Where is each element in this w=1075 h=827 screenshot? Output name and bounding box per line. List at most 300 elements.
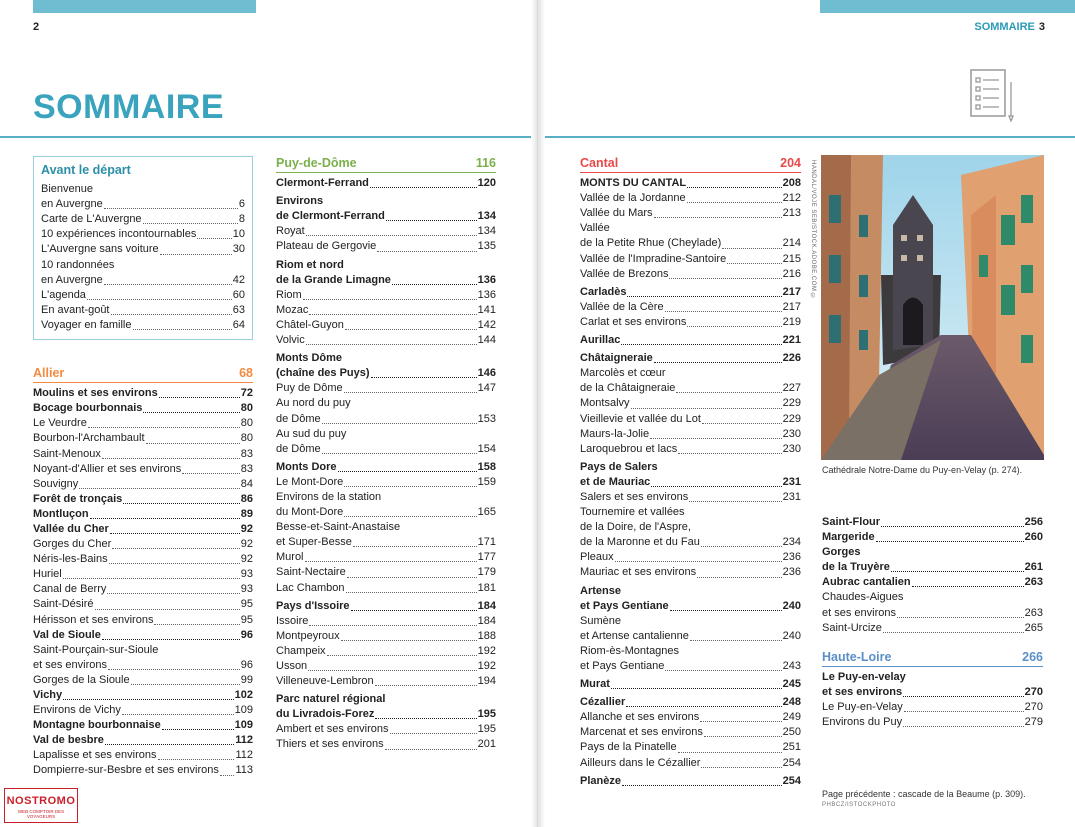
- toc-entry-page: 6: [238, 198, 245, 211]
- toc-entry: Riom-ès-Montagnes: [580, 644, 680, 657]
- toc-entry[interactable]: [41, 303, 245, 318]
- toc-leader-dots: [678, 752, 782, 753]
- toc-entry-page: 181: [477, 581, 496, 594]
- toc-entry-page: 234: [782, 536, 801, 549]
- toc-entry-label: Vallée du Cher: [33, 522, 109, 535]
- toc-entry[interactable]: [580, 535, 801, 550]
- toc-entry-label: Souvigny: [33, 477, 79, 490]
- toc-entry-page: 86: [240, 492, 253, 505]
- toc-entry[interactable]: [33, 401, 253, 416]
- toc-entry[interactable]: [41, 227, 245, 242]
- toc-entry-label: de Dôme: [276, 412, 321, 425]
- toc-entry[interactable]: [822, 700, 1043, 715]
- toc-entry-label: et Artense cantalienne: [580, 629, 689, 642]
- toc-leader-dots: [375, 718, 476, 719]
- toc-entry-label: Huriel: [33, 568, 62, 581]
- toc-entry[interactable]: [580, 774, 801, 789]
- toc-column-4: [822, 515, 1043, 730]
- toc-entry-page: 84: [240, 477, 253, 490]
- toc-entry-label: Carlat et ses environs: [580, 315, 687, 328]
- toc-entry-label: Villeneuve-Lembron: [276, 675, 374, 688]
- toc-entry-page: 134: [477, 225, 496, 238]
- toc-entry-page: 201: [477, 738, 496, 751]
- toc-entry-page: 194: [477, 675, 496, 688]
- toc-entry[interactable]: [580, 191, 801, 206]
- toc-entry[interactable]: [276, 273, 496, 288]
- section-cantal-page: 204: [780, 156, 801, 170]
- puy-de-dome-list: [276, 176, 496, 752]
- toc-entry-label: Bourbon-l'Archambault: [33, 432, 145, 445]
- toc-entry-page: 171: [477, 536, 496, 549]
- toc-leader-dots: [377, 251, 476, 252]
- toc-leader-dots: [687, 326, 781, 327]
- toc-entry-page: 184: [477, 599, 496, 612]
- toc-entry[interactable]: [276, 176, 496, 191]
- toc-entry[interactable]: [580, 490, 801, 505]
- toc-leader-dots: [689, 501, 781, 502]
- toc-entry: Riom et nord: [276, 258, 344, 271]
- toc-leader-dots: [722, 248, 781, 249]
- toc-entry[interactable]: [33, 431, 253, 446]
- toc-entry[interactable]: [276, 239, 496, 254]
- toc-entry[interactable]: [580, 599, 801, 614]
- toc-entry[interactable]: [41, 273, 245, 288]
- toc-entry[interactable]: [276, 629, 496, 644]
- toc-entry[interactable]: [580, 206, 801, 221]
- toc-leader-dots: [197, 238, 231, 239]
- toc-entry: Chaudes-Aigues: [822, 591, 904, 604]
- toc-entry-page: 92: [240, 522, 253, 535]
- toc-entry[interactable]: [580, 659, 801, 674]
- toc-entry-page: 245: [782, 678, 801, 691]
- toc-entry-page: 270: [1024, 701, 1043, 714]
- section-haute-loire[interactable]: [822, 650, 1043, 667]
- toc-entry-label: Bocage bourbonnais: [33, 402, 143, 415]
- toc-entry-page: 93: [240, 568, 253, 581]
- toc-entry[interactable]: [33, 386, 253, 401]
- toc-entry-label: Montagne bourbonnaise: [33, 719, 161, 732]
- toc-entry-page: 236: [782, 566, 801, 579]
- toc-leader-dots: [143, 412, 239, 413]
- section-allier-title: Allier: [33, 366, 65, 381]
- toc-entry-label: Saint-Menoux: [33, 447, 101, 460]
- toc-leader-dots: [146, 443, 240, 444]
- toc-entry[interactable]: [580, 740, 801, 755]
- toc-leader-dots: [386, 220, 477, 221]
- toc-entry[interactable]: [41, 197, 245, 212]
- toc-entry-label: Saint-Flour: [822, 516, 881, 528]
- toc-entry[interactable]: [276, 288, 496, 303]
- running-header: [974, 21, 1045, 33]
- toc-entry-label: Puy de Dôme: [276, 382, 343, 395]
- toc-entry[interactable]: [276, 550, 496, 565]
- toc-entry: Environs: [276, 195, 324, 208]
- toc-entry-page: 135: [477, 240, 496, 253]
- toc-leader-dots: [182, 473, 240, 474]
- toc-entry[interactable]: [33, 763, 253, 778]
- toc-entry[interactable]: [276, 475, 496, 490]
- cantal-continued-list: [822, 515, 1043, 636]
- toc-entry[interactable]: [580, 412, 801, 427]
- toc-entry-page: 192: [477, 644, 496, 657]
- toc-entry-label: de la Petite Rhue (Cheylade): [580, 237, 722, 250]
- toc-entry[interactable]: [580, 725, 801, 740]
- toc-entry-label: Cézallier: [580, 696, 626, 709]
- toc-entry[interactable]: [580, 677, 801, 692]
- toc-entry-page: 72: [240, 387, 253, 400]
- toc-entry-label: Plateau de Gergovie: [276, 240, 377, 253]
- toc-leader-dots: [727, 263, 781, 264]
- toc-entry-page: 120: [477, 177, 496, 190]
- toc-leader-dots: [162, 729, 234, 730]
- toc-entry-page: 192: [477, 660, 496, 672]
- toc-entry[interactable]: [33, 673, 253, 688]
- toc-entry-label: Dompierre-sur-Besbre et ses environs: [33, 764, 219, 777]
- toc-entry[interactable]: [276, 707, 496, 722]
- toc-leader-dots: [111, 314, 232, 315]
- toc-entry-label: Pleaux: [580, 551, 614, 564]
- toc-entry-label: Moulins et ses environs: [33, 387, 158, 400]
- toc-entry[interactable]: [822, 560, 1043, 575]
- toc-leader-dots: [306, 235, 477, 236]
- toc-entry[interactable]: [276, 565, 496, 580]
- toc-entry-page: 263: [1024, 606, 1043, 619]
- toc-entry[interactable]: [33, 477, 253, 492]
- top-tab-bar-right: [820, 0, 1075, 13]
- toc-entry-label: Volvic: [276, 334, 305, 347]
- previous-page-note: Page précédente : cascade de la Beaume (p. 309).: [822, 789, 1026, 799]
- toc-entry[interactable]: [33, 447, 253, 462]
- toc-entry-label: du Mont-Dore: [276, 506, 344, 519]
- toc-entry[interactable]: [580, 710, 801, 725]
- toc-entry-page: 217: [782, 285, 801, 298]
- toc-entry[interactable]: [580, 475, 801, 490]
- checklist-document-icon: [967, 66, 1017, 122]
- toc-entry: Pays de Salers: [580, 460, 658, 473]
- toc-leader-dots: [160, 254, 232, 255]
- toc-entry[interactable]: [580, 756, 801, 771]
- toc-entry-page: 96: [240, 628, 253, 641]
- toc-entry-page: 248: [782, 696, 801, 709]
- toc-entry-page: 249: [782, 711, 801, 724]
- toc-leader-dots: [651, 486, 781, 487]
- toc-leader-dots: [341, 640, 477, 641]
- toc-entry: Saint-Pourçain-sur-Sioule: [33, 643, 159, 656]
- nostromo-logo: [4, 788, 78, 823]
- toc-entry[interactable]: [822, 715, 1043, 730]
- toc-entry[interactable]: [276, 535, 496, 550]
- toc-entry-label: Ambert et ses environs: [276, 723, 389, 736]
- toc-entry-page: 260: [1024, 531, 1043, 544]
- toc-entry[interactable]: [276, 333, 496, 348]
- toc-entry-label: Vichy: [33, 689, 63, 701]
- toc-leader-dots: [306, 344, 477, 345]
- toc-leader-dots: [701, 767, 781, 768]
- toc-leader-dots: [344, 392, 477, 393]
- toc-entry-label: Allanche et ses environs: [580, 711, 700, 724]
- toc-leader-dots: [626, 706, 781, 707]
- toc-entry[interactable]: [276, 303, 496, 318]
- toc-entry-label: Gorges de la Sioule: [33, 673, 130, 686]
- toc-entry[interactable]: [276, 381, 496, 396]
- toc-entry[interactable]: [822, 575, 1043, 590]
- toc-leader-dots: [912, 586, 1024, 587]
- toc-entry-label: Montsalvy: [580, 397, 630, 410]
- toc-entry[interactable]: [33, 522, 253, 537]
- toc-entry-label: Lac Chambon: [276, 581, 345, 594]
- toc-leader-dots: [63, 578, 240, 579]
- toc-entry-label: et Pays Gentiane: [580, 599, 669, 612]
- toc-entry[interactable]: [580, 285, 801, 300]
- toc-leader-dots: [344, 486, 476, 487]
- toc-entry-page: 261: [1024, 561, 1043, 574]
- toc-entry[interactable]: [580, 427, 801, 442]
- toc-entry[interactable]: [580, 396, 801, 411]
- toc-entry[interactable]: [276, 722, 496, 737]
- toc-entry-label: Murol: [276, 551, 304, 564]
- toc-entry[interactable]: [276, 659, 496, 674]
- toc-entry-page: 60: [232, 288, 245, 301]
- toc-entry[interactable]: [33, 507, 253, 522]
- toc-entry-page: 144: [477, 334, 496, 347]
- toc-entry-label: Saint-Désiré: [33, 598, 94, 611]
- toc-entry[interactable]: [33, 462, 253, 477]
- toc-entry[interactable]: [276, 614, 496, 629]
- section-puy-de-dome[interactable]: [276, 156, 496, 173]
- toc-entry-label: de la Grande Limagne: [276, 273, 391, 286]
- toc-leader-dots: [133, 329, 232, 330]
- toc-entry-label: Mauriac et ses environs: [580, 566, 697, 579]
- toc-leader-dots: [63, 699, 233, 700]
- toc-leader-dots: [322, 423, 477, 424]
- toc-leader-dots: [122, 714, 234, 715]
- toc-entry[interactable]: [41, 288, 245, 303]
- toc-entry-page: 229: [782, 397, 801, 410]
- toc-entry[interactable]: [580, 252, 801, 267]
- toc-entry-page: 188: [477, 629, 496, 642]
- toc-entry-page: 153: [477, 412, 496, 425]
- photo-caption: Cathédrale Notre-Dame du Puy-en-Velay (p. 274).: [822, 465, 1023, 475]
- toc-entry-label: Vallée du Mars: [580, 207, 653, 220]
- toc-leader-dots: [622, 785, 782, 786]
- toc-entry[interactable]: [276, 318, 496, 333]
- toc-leader-dots: [143, 223, 238, 224]
- toc-entry: Gorges: [822, 546, 861, 559]
- toc-leader-dots: [346, 592, 477, 593]
- toc-leader-dots: [309, 625, 476, 626]
- toc-leader-dots: [95, 609, 240, 610]
- toc-leader-dots: [303, 299, 477, 300]
- toc-entry-label: Salers et ses environs: [580, 490, 689, 503]
- toc-entry-label: et Super-Besse: [276, 536, 352, 549]
- toc-entry[interactable]: [276, 737, 496, 752]
- toc-entry[interactable]: [276, 442, 496, 457]
- toc-leader-dots: [327, 655, 477, 656]
- toc-leader-dots: [654, 362, 782, 363]
- toc-entry-page: 254: [782, 756, 801, 769]
- toc-entry-page: 265: [1024, 621, 1043, 634]
- toc-entry-page: 256: [1024, 516, 1043, 528]
- toc-entry[interactable]: [276, 412, 496, 427]
- toc-leader-dots: [665, 670, 781, 671]
- toc-leader-dots: [876, 541, 1024, 542]
- toc-entry-page: 63: [232, 303, 245, 316]
- toc-entry[interactable]: [33, 613, 253, 628]
- toc-entry-label: de la Maronne et du Fau: [580, 536, 700, 549]
- toc-leader-dots: [108, 669, 240, 670]
- toc-entry[interactable]: [822, 515, 1043, 530]
- section-cantal[interactable]: [580, 156, 801, 173]
- toc-entry[interactable]: [33, 628, 253, 643]
- toc-entry[interactable]: [33, 582, 253, 597]
- toc-entry[interactable]: [276, 209, 496, 224]
- toc-entry[interactable]: [33, 658, 253, 673]
- toc-entry[interactable]: [33, 688, 253, 703]
- toc-entry[interactable]: [33, 748, 253, 763]
- toc-leader-dots: [87, 299, 232, 300]
- toc-entry[interactable]: [33, 492, 253, 507]
- toc-entry[interactable]: [33, 703, 253, 718]
- toc-entry: Environs de la station: [276, 490, 382, 503]
- toc-entry-label: Carte de L'Auvergne: [41, 213, 142, 226]
- toc-leader-dots: [687, 202, 782, 203]
- toc-entry-page: 208: [782, 177, 801, 190]
- toc-entry[interactable]: [276, 224, 496, 239]
- title-rule-right: [545, 136, 1075, 138]
- toc-leader-dots: [351, 610, 477, 611]
- toc-leader-dots: [650, 438, 782, 439]
- logo-name: NOSTROMO: [6, 795, 76, 807]
- toc-entry[interactable]: [33, 597, 253, 612]
- toc-entry[interactable]: [276, 581, 496, 596]
- toc-entry-label: Forêt de tronçais: [33, 492, 123, 505]
- right-page-number: 3: [1038, 21, 1045, 33]
- toc-entry[interactable]: [41, 212, 245, 227]
- toc-entry[interactable]: [276, 460, 496, 475]
- toc-entry-label: et de Mauriac: [580, 475, 651, 488]
- toc-entry[interactable]: [822, 606, 1043, 621]
- toc-leader-dots: [903, 696, 1024, 697]
- toc-entry-label: Maurs-la-Jolie: [580, 427, 650, 440]
- toc-entry[interactable]: [276, 366, 496, 381]
- toc-entry[interactable]: [822, 621, 1043, 636]
- toc-entry-label: Vallée de l'Impradine-Santoire: [580, 252, 727, 265]
- toc-leader-dots: [338, 471, 477, 472]
- toc-entry-label: Environs de Vichy: [33, 704, 121, 717]
- toc-entry-label: Environs du Puy: [822, 716, 903, 729]
- toc-leader-dots: [897, 617, 1024, 618]
- toc-entry[interactable]: [580, 267, 801, 282]
- toc-entry-label: Lapalisse et ses environs: [33, 749, 157, 762]
- toc-entry[interactable]: [580, 176, 801, 191]
- toc-leader-dots: [159, 397, 240, 398]
- toc-entry-page: 231: [782, 490, 801, 503]
- toc-column-3: [580, 156, 801, 789]
- toc-entry[interactable]: [580, 333, 801, 348]
- toc-entry-label: en Auvergne: [41, 273, 103, 286]
- toc-leader-dots: [676, 392, 781, 393]
- toc-entry-page: 95: [240, 598, 253, 611]
- toc-entry[interactable]: [580, 236, 801, 251]
- top-tab-bar: [33, 0, 256, 13]
- toc-entry-page: 109: [234, 704, 253, 717]
- toc-entry: 10 randonnées: [41, 258, 115, 271]
- avant-depart-list: [41, 182, 245, 333]
- toc-entry: Parc naturel régional: [276, 693, 386, 706]
- toc-entry-page: 142: [477, 318, 496, 331]
- toc-entry-page: 8: [238, 213, 245, 226]
- toc-entry-page: 165: [477, 506, 496, 519]
- toc-leader-dots: [131, 684, 240, 685]
- toc-leader-dots: [322, 453, 477, 454]
- toc-entry[interactable]: [822, 685, 1043, 700]
- toc-leader-dots: [305, 561, 477, 562]
- toc-leader-dots: [611, 688, 782, 689]
- section-puy-title: Puy-de-Dôme: [276, 156, 357, 170]
- toc-leader-dots: [105, 744, 234, 745]
- toc-leader-dots: [88, 427, 240, 428]
- toc-entry[interactable]: [822, 530, 1043, 545]
- toc-entry-label: Voyager en famille: [41, 318, 132, 331]
- toc-entry[interactable]: [580, 629, 801, 644]
- section-haute-page: 266: [1022, 649, 1043, 664]
- toc-leader-dots: [375, 685, 477, 686]
- toc-entry[interactable]: [276, 674, 496, 689]
- toc-entry[interactable]: [33, 416, 253, 431]
- section-allier[interactable]: [33, 366, 253, 383]
- toc-entry-page: 42: [232, 273, 245, 286]
- toc-entry[interactable]: [41, 242, 245, 257]
- toc-entry[interactable]: [33, 718, 253, 733]
- toc-entry[interactable]: [33, 733, 253, 748]
- toc-entry[interactable]: [33, 552, 253, 567]
- toc-entry-label: Néris-les-Bains: [33, 553, 108, 566]
- toc-entry[interactable]: [276, 505, 496, 520]
- toc-entry[interactable]: [580, 315, 801, 330]
- cantal-list: [580, 176, 801, 789]
- toc-entry[interactable]: [580, 442, 801, 457]
- toc-entry[interactable]: [580, 300, 801, 315]
- toc-leader-dots: [109, 563, 240, 564]
- toc-entry-label: de Clermont-Ferrand: [276, 210, 385, 223]
- toc-entry-label: Vieillevie et vallée du Lot: [580, 412, 701, 425]
- toc-entry-page: 99: [240, 673, 253, 686]
- toc-entry-label: Châtel-Guyon: [276, 318, 344, 331]
- toc-entry-page: 30: [232, 243, 245, 256]
- toc-leader-dots: [102, 639, 240, 640]
- toc-entry[interactable]: [276, 644, 496, 659]
- toc-entry-page: 93: [240, 583, 253, 596]
- toc-entry[interactable]: [580, 351, 801, 366]
- toc-entry[interactable]: [276, 599, 496, 614]
- toc-leader-dots: [883, 632, 1024, 633]
- toc-entry[interactable]: [580, 550, 801, 565]
- toc-entry[interactable]: [580, 565, 801, 580]
- toc-entry[interactable]: [41, 318, 245, 333]
- toc-entry-page: 147: [477, 382, 496, 395]
- toc-entry-page: 159: [477, 475, 496, 488]
- toc-entry-page: 146: [477, 367, 496, 380]
- toc-entry[interactable]: [33, 567, 253, 582]
- toc-entry[interactable]: [33, 537, 253, 552]
- toc-column-2: [276, 156, 496, 753]
- toc-entry[interactable]: [580, 381, 801, 396]
- toc-entry-page: 83: [240, 462, 253, 475]
- toc-entry[interactable]: [580, 695, 801, 710]
- toc-entry: Artense: [580, 584, 621, 597]
- toc-entry-page: 270: [1024, 685, 1043, 698]
- toc-entry-label: (chaîne des Puys): [276, 367, 370, 380]
